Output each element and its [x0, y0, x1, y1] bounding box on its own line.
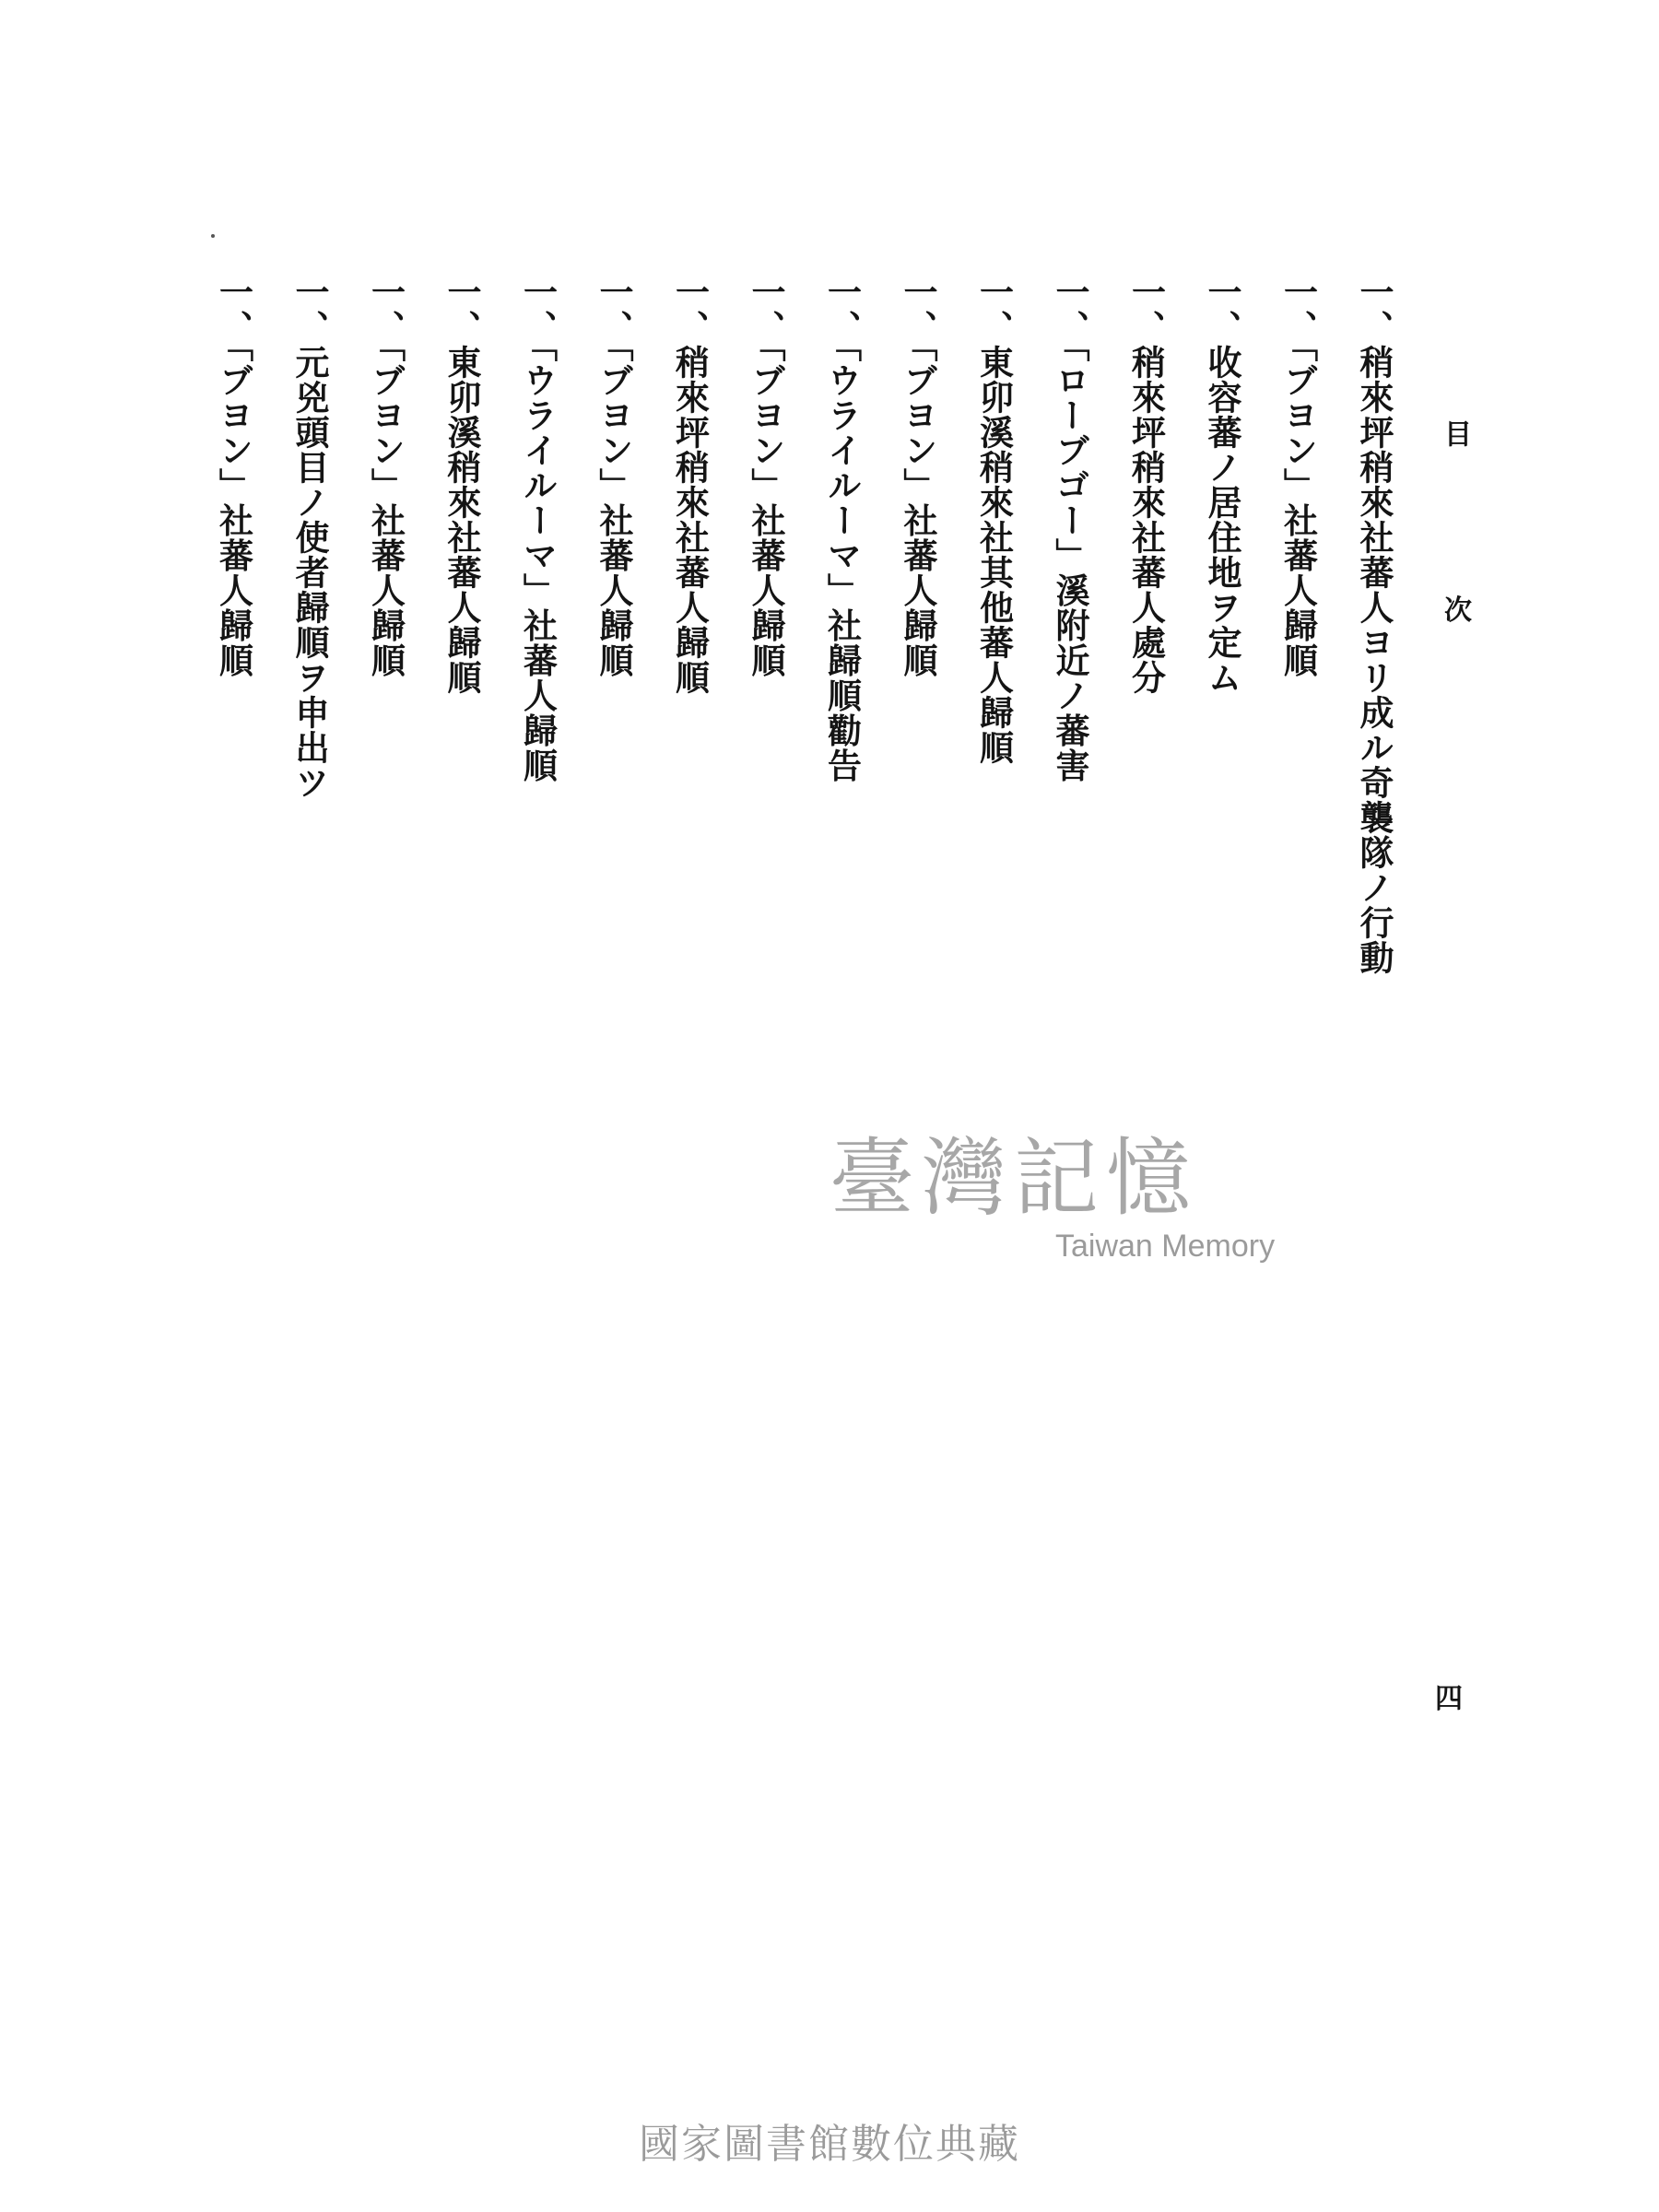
toc-entry: 一、稍來坪稍來社蕃人歸順	[669, 275, 711, 695]
toc-entry: 一、「ブヨン」社蕃人歸順	[213, 275, 254, 678]
toc-entry: 一、「ブヨン」社蕃人歸順	[898, 275, 938, 678]
toc-entry: 一、東卯溪稍來社其他蕃人歸順	[973, 275, 1015, 765]
toc-entry: 一、「ウライルーマ」社歸順勸告	[821, 275, 863, 783]
toc-entry: 一、「ブヨン」社蕃人歸順	[746, 275, 786, 678]
toc-entry: 一、稍來坪稍來社蕃人處分	[1125, 275, 1167, 695]
toc-entry: 一、「ブヨン」社蕃人歸順	[365, 275, 406, 678]
page-number: 四	[1435, 1683, 1463, 1715]
toc-entry: 一、稍來坪稍來社蕃人ヨリ成ル奇襲隊ノ行動	[1354, 275, 1394, 975]
toc-entry: 一、東卯溪稍來社蕃人歸順	[441, 275, 482, 695]
toc-entry: 一、元兇頭目ノ使者歸順ヲ申出ツ	[289, 275, 330, 800]
toc-entry: 一、收容蕃ノ居住地ヲ定ム	[1202, 275, 1242, 695]
toc-entry: 一、「ブヨン」社蕃人歸順	[1277, 275, 1319, 678]
toc-entry: 一、「ブヨン」社蕃人歸順	[594, 275, 634, 678]
toc-entry: 一、「ローブゴー」溪附近ノ蕃害	[1050, 275, 1090, 783]
scan-speck	[211, 234, 215, 238]
watermark-cjk-text: 臺灣記憶	[830, 1129, 1199, 1228]
watermark-english-text: Taiwan Memory	[1055, 1229, 1276, 1264]
page-title: 目 次	[1439, 419, 1471, 692]
footer-credit: 國家圖書館數位典藏	[639, 2121, 1020, 2168]
table-of-contents	[215, 275, 1394, 1012]
toc-entry: 一、「ウライルーマ」社蕃人歸順	[517, 275, 559, 783]
watermark-logo	[830, 1111, 1309, 1286]
